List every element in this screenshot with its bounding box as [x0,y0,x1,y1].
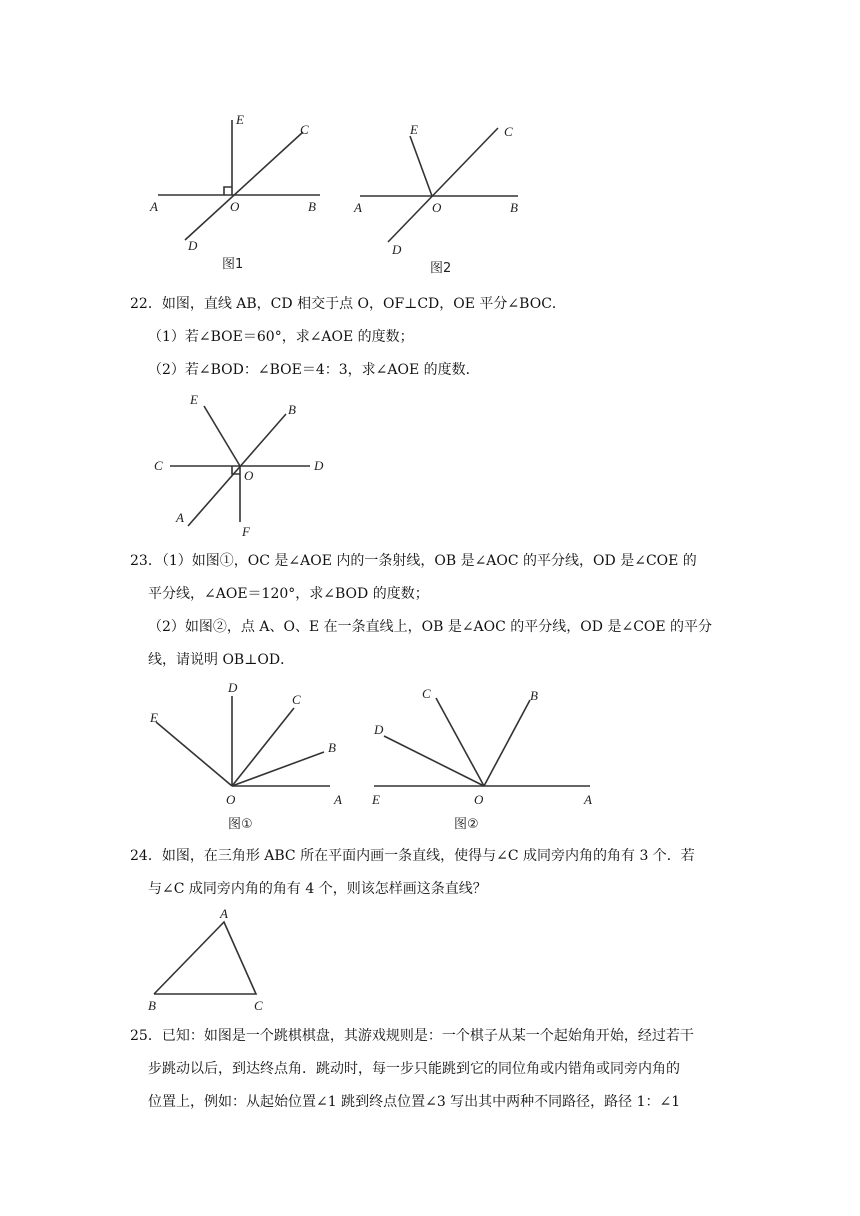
ray-oe [156,722,232,786]
label-d: D [392,242,402,257]
q25-line2: 步跳动以后，到达终点角．跳动时，每一步只能跳到它的同位角或内错角或同旁内角的 [148,1061,680,1077]
label-d: D [228,680,238,695]
label-a: A [334,792,342,807]
figure-caption: 图2 [430,261,452,276]
q23-line2: 平分线，∠AOE＝120°，求∠BOD 的度数； [148,586,429,602]
label-a: A [150,199,158,214]
q22-stem [130,294,566,314]
q22-figure [148,390,338,540]
label-a: A [584,792,592,807]
label-b: B [288,402,296,417]
figure-caption: 图1 [222,257,244,272]
label-d: D [188,238,198,253]
label-d: D [374,722,384,737]
label-o: O [432,200,442,215]
ray-oe [410,136,432,196]
label-b: B [308,199,316,214]
question-number: 24． [130,848,162,864]
q23-figure-2 [368,676,608,836]
question-text: 已知：如图是一个跳棋棋盘，其游戏规则是：一个棋子从某一个起始角开始，经过若干 [161,1028,694,1044]
line-cd [388,128,498,242]
label-e: E [150,710,158,725]
label-a: A [354,200,362,215]
label-a: A [220,906,228,921]
right-angle-mark [224,187,232,195]
label-c: C [292,692,301,707]
label-e: E [190,392,198,407]
label-a: A [176,510,184,525]
line-cd [185,132,303,240]
label-f: F [242,524,250,539]
ray-ob [484,700,530,786]
question-text: （1）如图①，OC 是∠AOE 内的一条射线，OB 是∠AOC 的平分线，OD 是∠COE 的 [161,553,697,569]
q23-line3: （2）如图②，点 A、O、E 在一条直线上，OB 是∠AOC 的平分线，OD 是∠COE 的平分 [148,619,713,635]
q23-line1 [130,551,697,571]
question-number: 23． [130,553,162,569]
ray-oe [204,406,240,466]
line-ab [188,414,286,526]
question-text: 如图，在三角形 ABC 所在平面内画一条直线，使得与∠C 成同旁内角的角有 3 个．若 [161,848,695,864]
label-b: B [328,740,336,755]
label-b: B [148,998,156,1013]
q22-part2: （2）若∠BOD：∠BOE＝4：3，求∠AOE 的度数． [148,362,480,378]
label-e: E [236,112,244,127]
triangle-abc [154,922,256,994]
label-c: C [254,998,263,1013]
label-c: C [422,686,431,701]
q25-line3: 位置上，例如：从起始位置∠1 跳到终点位置∠3 写出其中两种不同路径，路径 1：∠1 [148,1094,681,1110]
label-b: B [530,688,538,703]
label-c: C [504,124,513,139]
q23-line4: 线，请说明 OB⊥OD． [148,652,295,668]
q23-figure-1 [144,676,354,836]
figure-2 [348,112,548,282]
label-o: O [244,468,254,483]
q24-triangle-figure [144,904,284,1014]
label-o: O [474,792,484,807]
q24-line1 [130,846,695,866]
label-d: D [314,458,324,473]
label-e: E [372,792,380,807]
question-number: 25． [130,1028,162,1044]
q25-line1 [130,1026,694,1046]
label-o: O [226,792,236,807]
figure-1 [140,108,340,278]
label-b: B [510,200,518,215]
q22-part1: （1）若∠BOE＝60°，求∠AOE 的度数； [148,329,414,345]
question-number: 22． [130,296,162,312]
figure-caption: 图① [228,817,253,832]
label-e: E [410,122,418,137]
label-c: C [154,458,163,473]
label-o: O [230,199,240,214]
figure-caption: 图② [454,817,479,832]
question-text: 如图，直线 AB，CD 相交于点 O，OF⊥CD，OE 平分∠BOC． [161,296,566,312]
ray-oc [436,698,484,786]
label-c: C [300,122,309,137]
q24-line2: 与∠C 成同旁内角的角有 4 个，则该怎样画这条直线？ [148,881,487,897]
ray-od [384,736,484,786]
